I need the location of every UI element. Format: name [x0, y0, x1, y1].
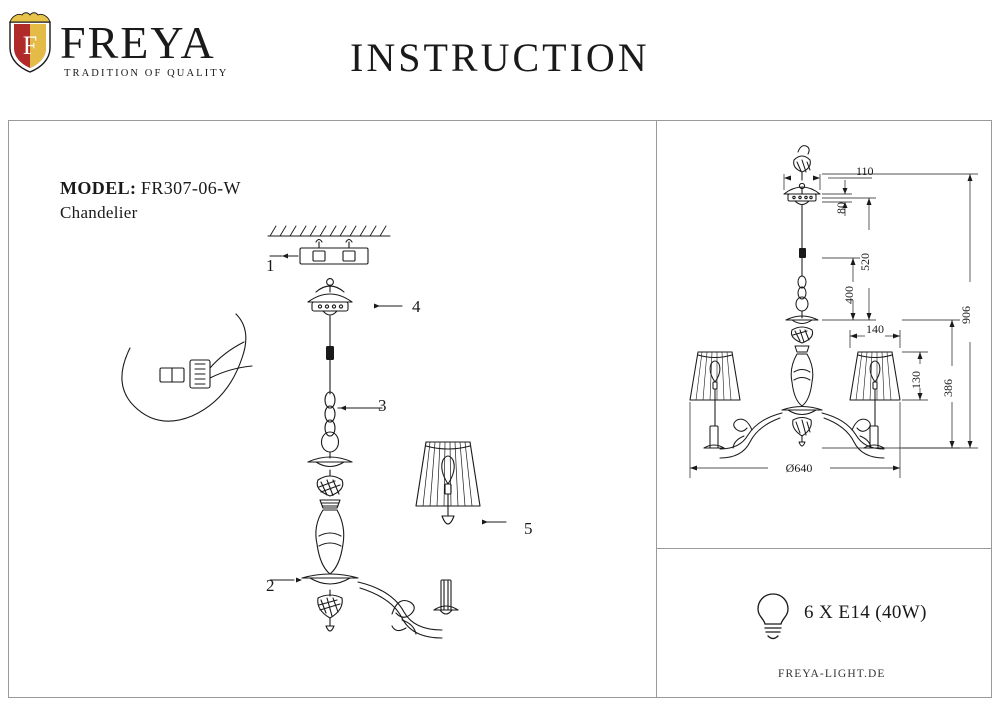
- dim-110: 110: [856, 164, 874, 178]
- dim-400: 400: [842, 286, 856, 304]
- brand-tagline: TRADITION OF QUALITY: [64, 68, 229, 79]
- dim-386: 386: [941, 379, 955, 397]
- callout-1: 1: [266, 256, 275, 275]
- brand-name: FREYA: [60, 17, 216, 68]
- page-title: INSTRUCTION: [350, 35, 650, 80]
- freya-crest-icon: [8, 12, 52, 74]
- dim-520: 520: [858, 253, 872, 271]
- dim-diameter-640: Ø640: [785, 461, 813, 475]
- dimension-drawing: [660, 130, 992, 542]
- callout-3: 3: [378, 396, 387, 415]
- dim-140: 140: [866, 322, 884, 336]
- dim-130: 130: [909, 371, 923, 389]
- model-code: FR307-06-W: [140, 178, 241, 198]
- assembly-drawing: [30, 150, 630, 690]
- svg-text:F: F: [22, 31, 38, 60]
- model-type: Chandelier: [60, 203, 138, 223]
- website-text: FREYA-LIGHT.DE: [778, 668, 886, 680]
- lamp-spec-panel: [656, 548, 992, 698]
- dim-80: 80: [834, 202, 848, 214]
- callout-2: 2: [266, 576, 275, 595]
- lamp-spec-text: 6 X E14 (40W): [804, 602, 927, 623]
- callout-4: 4: [412, 297, 421, 316]
- model-label: MODEL:: [60, 178, 137, 198]
- page-header: [0, 0, 1000, 108]
- bulb-icon: [752, 590, 794, 642]
- brand-logo: [8, 8, 308, 88]
- callout-5: 5: [524, 519, 533, 538]
- dim-906: 906: [959, 306, 973, 324]
